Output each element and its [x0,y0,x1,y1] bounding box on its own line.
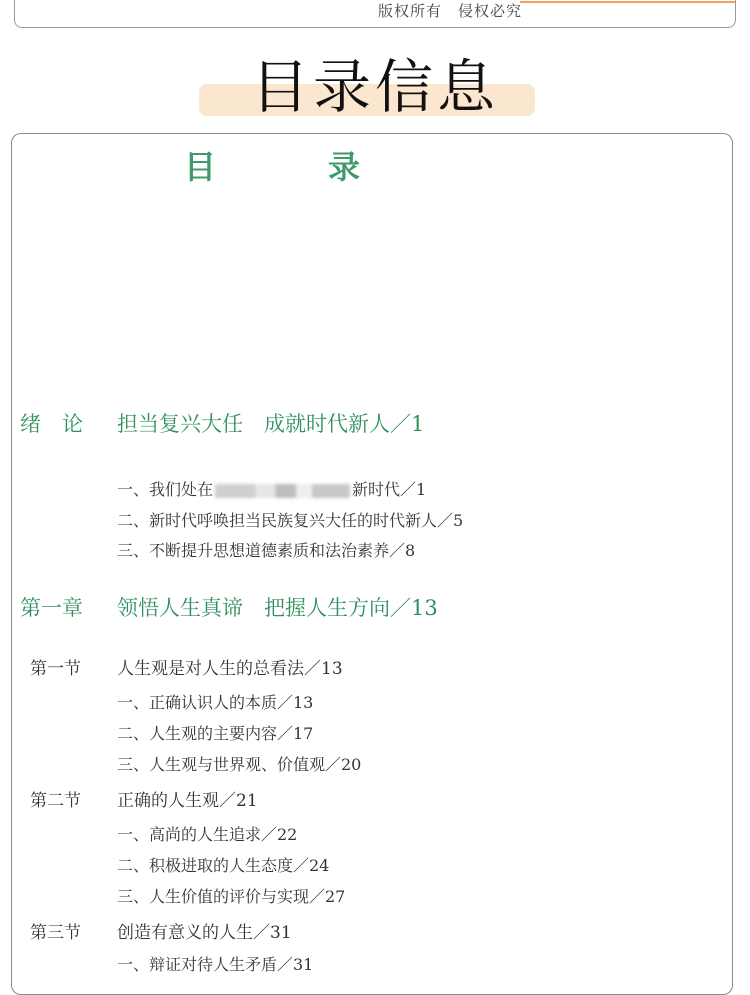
toc-title: 目 录 [184,148,401,186]
toc-item[interactable]: 三、人生价值的评价与实现／27 [117,887,346,906]
section-title[interactable]: 人生观是对人生的总看法／13 [117,659,343,679]
section-title[interactable]: 正确的人生观／21 [117,791,258,811]
chapter-label: 第一章 [20,596,83,620]
section-title[interactable]: 创造有意义的人生／31 [117,923,292,943]
toc-item-before: 一、我们处在 [117,480,214,499]
toc-item[interactable] [117,477,426,500]
toc-item[interactable]: 二、积极进取的人生态度／24 [117,856,330,875]
toc-item-after: 新时代／1 [352,480,427,499]
header-card [14,0,736,28]
chapter-title[interactable]: 领悟人生真谛 把握人生方向／13 [117,596,438,620]
toc-item[interactable]: 三、不断提升思想道德素质和法治素养／8 [117,541,416,560]
copyright-text: 版权所有 侵权必究 [378,2,523,20]
toc-item[interactable]: 三、人生观与世界观、价值观／20 [117,755,362,774]
section-label: 第二节 [30,791,81,811]
toc-item[interactable]: 二、人生观的主要内容／17 [117,724,314,743]
section-label: 第一节 [30,659,81,679]
accent-line [520,1,735,3]
page-heading: 目录信息 [250,53,499,121]
intro-label: 绪 论 [20,412,83,436]
heading-section [0,40,750,120]
toc-item[interactable]: 一、高尚的人生追求／22 [117,825,298,844]
toc-item[interactable]: 一、正确认识人的本质／13 [117,693,314,712]
redacted-text [215,484,350,498]
toc-item[interactable]: 二、新时代呼唤担当民族复兴大任的时代新人／5 [117,511,464,530]
intro-title: 担当复兴大任 成就时代新人／1 [117,412,425,436]
toc-item[interactable]: 一、辩证对待人生矛盾／31 [117,955,314,974]
section-label: 第三节 [30,923,81,943]
